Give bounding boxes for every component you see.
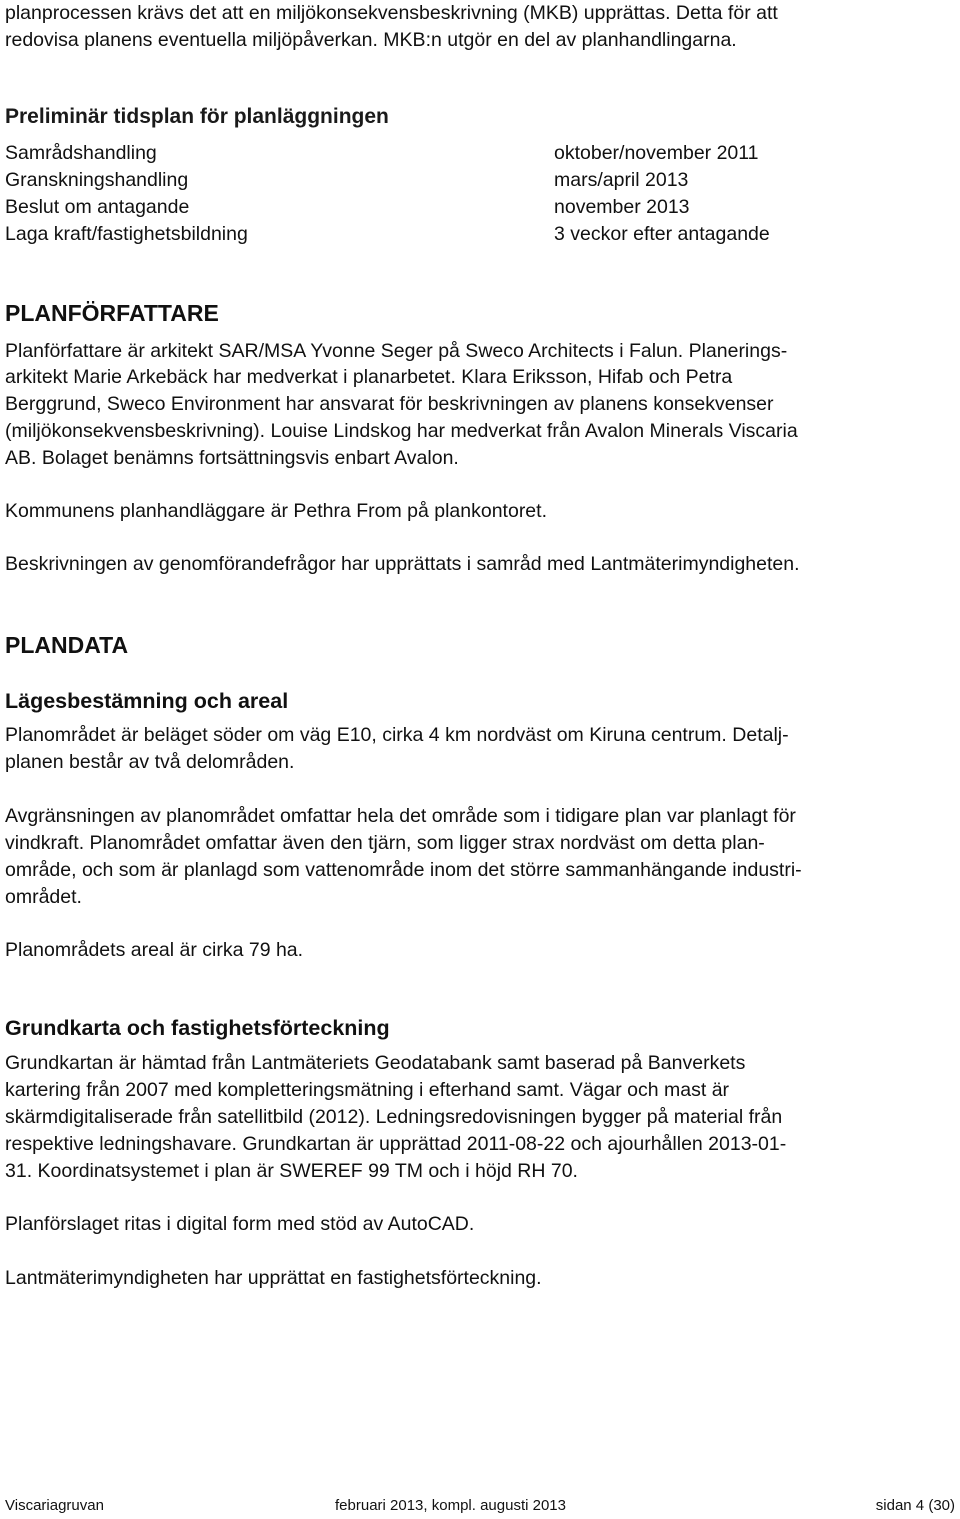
fastighetsforteckning-text: Lantmäterimyndigheten har upprättat en fastighetsförteckning.: [5, 1267, 542, 1289]
lage-text-line: planen består av två delområden.: [5, 751, 295, 773]
plandata-heading: PLANDATA: [5, 632, 129, 658]
lagesbestamning-heading: Lägesbestämning och areal: [5, 689, 289, 713]
schedule-value: november 2013: [554, 196, 690, 218]
intro-line-1: planprocessen krävs det att en miljökonsekvensbeskrivning (MKB) upprättas. Detta för att: [5, 2, 778, 24]
genomforande-text: Beskrivningen av genomförandefrågor har upprättats i samråd med Lantmäterimyndigheten.: [5, 553, 800, 575]
planforfattare-text-line: AB. Bolaget benämns fortsättningsvis enbart Avalon.: [5, 447, 459, 469]
avgransning-text-line: Avgränsningen av planområdet omfattar hela det område som i tidigare plan var planlagt för: [5, 805, 796, 827]
footer-project-name: Viscariagruvan: [5, 1497, 104, 1514]
grundkarta-text-line: Grundkartan är hämtad från Lantmäteriets Geodatabank samt baserad på Banverkets: [5, 1052, 746, 1074]
grundkarta-text-line: respektive ledningshavare. Grundkartan är upprättad 2011-08-22 och ajourhållen 2013-01-: [5, 1133, 787, 1155]
footer-page-number: sidan 4 (30): [875, 1497, 955, 1514]
avgransning-text-line: området.: [5, 886, 82, 908]
intro-line-2: redovisa planens eventuella miljöpåverkan. MKB:n utgör en del av planhandlingarna.: [5, 29, 737, 51]
grundkarta-text-line: skärmdigitaliserade från satellitbild (2012). Ledningsredovisningen bygger på material från: [5, 1106, 783, 1128]
planforfattare-text-line: arkitekt Marie Arkebäck har medverkat i planarbetet. Klara Eriksson, Hifab och Petra: [5, 366, 733, 388]
planforfattare-text-line: Berggrund, Sweco Environment har ansvarat för beskrivningen av planens konsekvenser: [5, 393, 774, 415]
avgransning-text-line: vindkraft. Planområdet omfattar även den tjärn, som ligger strax nordväst om detta plan-: [5, 832, 765, 854]
grundkarta-text-line: kartering från 2007 med kompletteringsmätning i efterhand samt. Vägar och mast är: [5, 1079, 730, 1101]
lage-text-line: Planområdet är beläget söder om väg E10, cirka 4 km nordväst om Kiruna centrum. Detalj-: [5, 724, 789, 746]
schedule-label: Laga kraft/fastighetsbildning: [5, 223, 248, 245]
grundkarta-heading: Grundkarta och fastighetsförteckning: [5, 1016, 390, 1040]
schedule-value: mars/april 2013: [554, 169, 689, 191]
schedule-heading: Preliminär tidsplan för planläggningen: [5, 105, 389, 128]
grundkarta-text-line: 31. Koordinatsystemet i plan är SWEREF 99 TM och i höjd RH 70.: [5, 1160, 578, 1182]
footer-date: februari 2013, kompl. augusti 2013: [335, 1497, 566, 1514]
schedule-value: oktober/november 2011: [554, 142, 759, 164]
planhandlaggare-text: Kommunens planhandläggare är Pethra From på plankontoret.: [5, 500, 547, 522]
schedule-value: 3 veckor efter antagande: [554, 223, 770, 245]
schedule-label: Beslut om antagande: [5, 196, 190, 218]
areal-text: Planområdets areal är cirka 79 ha.: [5, 939, 304, 961]
planforfattare-heading: PLANFÖRFATTARE: [5, 300, 219, 326]
autocad-text: Planförslaget ritas i digital form med stöd av AutoCAD.: [5, 1213, 475, 1235]
avgransning-text-line: område, och som är planlagd som vattenområde inom det större sammanhängande industri-: [5, 859, 802, 881]
schedule-label: Samrådshandling: [5, 142, 157, 164]
planforfattare-text-line: Planförfattare är arkitekt SAR/MSA Yvonne Seger på Sweco Architects i Falun. Planerings-: [5, 340, 788, 362]
schedule-label: Granskningshandling: [5, 169, 189, 191]
planforfattare-text-line: (miljökonsekvensbeskrivning). Louise Lindskog har medverkat från Avalon Minerals Viscaria: [5, 420, 798, 442]
